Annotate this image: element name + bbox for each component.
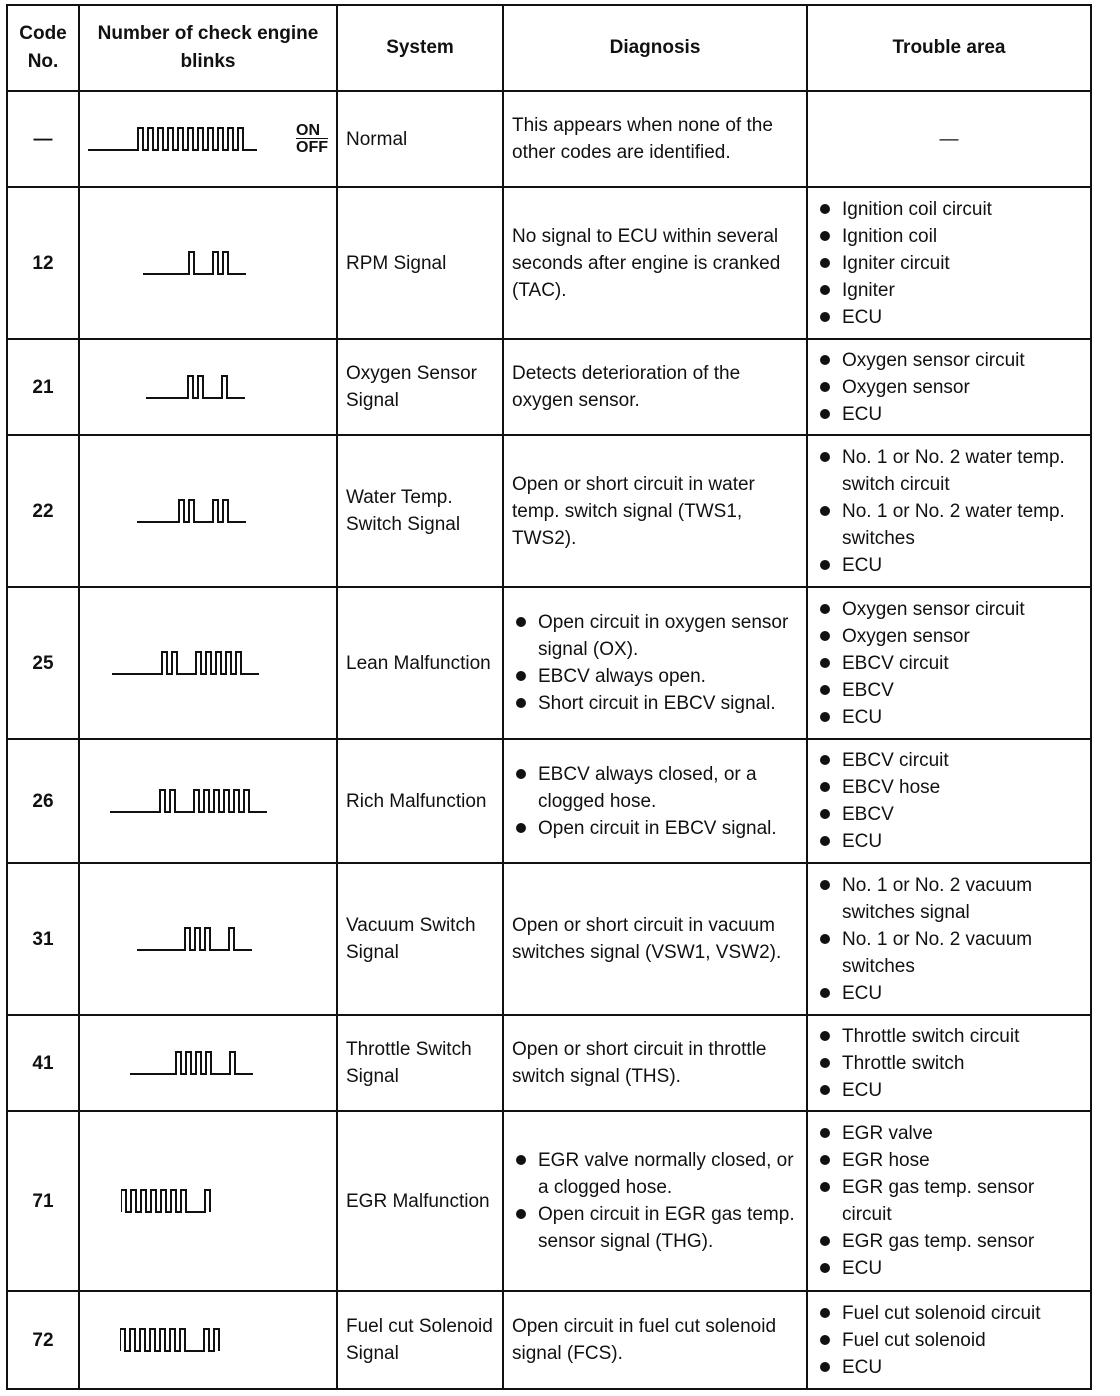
blink-pattern-cell — [79, 587, 337, 739]
table-row — [7, 187, 1091, 339]
blink-waveform — [146, 370, 270, 404]
bullet-item: ECU — [816, 552, 1082, 579]
diagnosis-list — [512, 1147, 798, 1255]
trouble-area-list — [816, 596, 1082, 731]
bullet-item: ECU — [816, 401, 1082, 428]
diagnosis-cell: Open or short circuit in water temp. switch signal (TWS1, TWS2). — [503, 435, 807, 587]
trouble-area-list — [816, 747, 1082, 855]
bullet-item: No. 1 or No. 2 water temp. switches — [816, 498, 1082, 552]
trouble-area-list — [816, 872, 1082, 1007]
system-name: Vacuum Switch Signal — [337, 863, 503, 1015]
trouble-area-cell — [807, 435, 1091, 587]
code-number: 31 — [7, 863, 79, 1015]
trouble-area-cell: — — [807, 91, 1091, 187]
bullet-item: ECU — [816, 1255, 1082, 1282]
bullet-item: ECU — [816, 1354, 1082, 1381]
header-blinks: Number of check engine blinks — [79, 5, 337, 91]
trouble-area-list — [816, 1120, 1082, 1282]
bullet-item: Fuel cut solenoid circuit — [816, 1300, 1082, 1327]
on-label: ON — [296, 122, 320, 139]
trouble-area-cell — [807, 1111, 1091, 1291]
table-row — [7, 339, 1091, 435]
header-trouble: Trouble area — [807, 5, 1091, 91]
diagnosis-cell — [503, 739, 807, 863]
blink-waveform — [88, 122, 292, 156]
system-name: Rich Malfunction — [337, 739, 503, 863]
table-row — [7, 587, 1091, 739]
bullet-item: EGR valve normally closed, or a clogged hose. — [512, 1147, 798, 1201]
trouble-area-list — [816, 196, 1082, 331]
bullet-item: No. 1 or No. 2 vacuum switches — [816, 926, 1082, 980]
blink-pulse-trace — [110, 790, 267, 812]
bullet-item: EGR valve — [816, 1120, 1082, 1147]
blink-pattern-cell — [79, 1111, 337, 1291]
bullet-item: Ignition coil — [816, 223, 1082, 250]
table-row — [7, 863, 1091, 1015]
diagnosis-cell: No signal to ECU within several seconds after engine is cranked (TAC). — [503, 187, 807, 339]
bullet-item: EBCV hose — [816, 774, 1082, 801]
table-row — [7, 1291, 1091, 1389]
trouble-area-list — [816, 1023, 1082, 1104]
bullet-item: EBCV circuit — [816, 747, 1082, 774]
bullet-item: Open circuit in EGR gas temp. sensor signal (THG). — [512, 1201, 798, 1255]
code-number: 12 — [7, 187, 79, 339]
bullet-item: Throttle switch — [816, 1050, 1082, 1077]
blink-pulse-trace — [112, 652, 259, 674]
diagnosis-list — [512, 609, 798, 717]
bullet-item: ECU — [816, 304, 1082, 331]
trouble-area-list — [816, 444, 1082, 579]
bullet-item: Fuel cut solenoid — [816, 1327, 1082, 1354]
bullet-item: EGR gas temp. sensor — [816, 1228, 1082, 1255]
trouble-area-cell — [807, 739, 1091, 863]
bullet-item: Oxygen sensor — [816, 623, 1082, 650]
bullet-item: ECU — [816, 980, 1082, 1007]
code-number: — — [7, 91, 79, 187]
system-name: Fuel cut Solenoid Signal — [337, 1291, 503, 1389]
blink-pulse-trace — [88, 128, 257, 150]
code-number: 22 — [7, 435, 79, 587]
bullet-item: EGR gas temp. sensor circuit — [816, 1174, 1082, 1228]
system-name: RPM Signal — [337, 187, 503, 339]
diagnosis-cell: Open circuit in fuel cut solenoid signal (FCS). — [503, 1291, 807, 1389]
diagnosis-cell — [503, 1111, 807, 1291]
blink-pattern-cell — [79, 739, 337, 863]
table-row — [7, 1015, 1091, 1111]
bullet-item: Open circuit in oxygen sensor signal (OX). — [512, 609, 798, 663]
blink-pattern-cell — [79, 435, 337, 587]
blink-pulse-trace — [137, 928, 252, 950]
header-code: Code No. — [7, 5, 79, 91]
table-row — [7, 739, 1091, 863]
bullet-item: EBCV always open. — [512, 663, 798, 690]
code-number: 25 — [7, 587, 79, 739]
code-number: 71 — [7, 1111, 79, 1291]
bullet-item: Oxygen sensor circuit — [816, 596, 1082, 623]
trouble-area-cell — [807, 187, 1091, 339]
diagnosis-cell: Open or short circuit in vacuum switches signal (VSW1, VSW2). — [503, 863, 807, 1015]
table-row — [7, 435, 1091, 587]
system-name: Normal — [337, 91, 503, 187]
trouble-area-list — [816, 347, 1082, 428]
bullet-item: Igniter circuit — [816, 250, 1082, 277]
bullet-item: EBCV — [816, 801, 1082, 828]
bullet-item: EBCV circuit — [816, 650, 1082, 677]
bullet-item: EBCV always closed, or a clogged hose. — [512, 761, 798, 815]
trouble-area-cell — [807, 1291, 1091, 1389]
blink-pulse-trace — [146, 376, 245, 398]
blink-pulse-trace — [137, 500, 246, 522]
on-off-label — [296, 122, 328, 156]
blink-pattern-cell — [79, 187, 337, 339]
blink-waveform — [137, 922, 279, 956]
bullet-item: ECU — [816, 704, 1082, 731]
blink-waveform — [143, 246, 273, 280]
system-name: EGR Malfunction — [337, 1111, 503, 1291]
blink-waveform — [121, 1184, 295, 1218]
system-name: Lean Malfunction — [337, 587, 503, 739]
bullet-item: No. 1 or No. 2 vacuum switches signal — [816, 872, 1082, 926]
blink-waveform — [112, 646, 304, 680]
trouble-area-list — [816, 1300, 1082, 1381]
trouble-area-cell — [807, 1015, 1091, 1111]
system-name: Oxygen Sensor Signal — [337, 339, 503, 435]
diagnostic-code-table — [6, 4, 1092, 1390]
blink-pulse-trace — [130, 1052, 253, 1074]
blink-pattern-cell — [79, 863, 337, 1015]
bullet-item: No. 1 or No. 2 water temp. switch circuit — [816, 444, 1082, 498]
code-number: 26 — [7, 739, 79, 863]
trouble-area-cell — [807, 587, 1091, 739]
header-system: System — [337, 5, 503, 91]
bullet-item: Open circuit in EBCV signal. — [512, 815, 798, 842]
bullet-item: EGR hose — [816, 1147, 1082, 1174]
code-number: 21 — [7, 339, 79, 435]
blink-pulse-trace — [121, 1190, 210, 1212]
bullet-item: Ignition coil circuit — [816, 196, 1082, 223]
code-number: 72 — [7, 1291, 79, 1389]
system-name: Throttle Switch Signal — [337, 1015, 503, 1111]
bullet-item: Throttle switch circuit — [816, 1023, 1082, 1050]
blink-pattern-cell — [79, 1015, 337, 1111]
bullet-item: Oxygen sensor — [816, 374, 1082, 401]
blink-pattern-cell — [79, 339, 337, 435]
diagnosis-list — [512, 761, 798, 842]
bullet-item: ECU — [816, 828, 1082, 855]
blink-waveform — [137, 494, 279, 528]
blink-pattern-cell — [79, 91, 337, 187]
bullet-item: EBCV — [816, 677, 1082, 704]
bullet-item: Igniter — [816, 277, 1082, 304]
off-label: $\overline{OFF}$ — [296, 139, 328, 156]
blink-pulse-trace — [120, 1329, 219, 1351]
diagnosis-cell — [503, 587, 807, 739]
blink-pattern-cell — [79, 1291, 337, 1389]
bullet-item: Oxygen sensor circuit — [816, 347, 1082, 374]
header-row — [7, 5, 1091, 91]
bullet-item: ECU — [816, 1077, 1082, 1104]
code-number: 41 — [7, 1015, 79, 1111]
blink-pulse-trace — [143, 252, 246, 274]
trouble-area-cell — [807, 339, 1091, 435]
blink-waveform — [110, 784, 306, 818]
diagnosis-cell: Detects deterioration of the oxygen sensor. — [503, 339, 807, 435]
diagnosis-cell: This appears when none of the other codes are identified. — [503, 91, 807, 187]
blink-waveform — [120, 1323, 296, 1357]
blink-waveform — [130, 1046, 286, 1080]
trouble-area-cell — [807, 863, 1091, 1015]
diagnosis-cell: Open or short circuit in throttle switch signal (THS). — [503, 1015, 807, 1111]
bullet-item: Short circuit in EBCV signal. — [512, 690, 798, 717]
system-name: Water Temp. Switch Signal — [337, 435, 503, 587]
table-row — [7, 91, 1091, 187]
header-diagnosis: Diagnosis — [503, 5, 807, 91]
table-row — [7, 1111, 1091, 1291]
